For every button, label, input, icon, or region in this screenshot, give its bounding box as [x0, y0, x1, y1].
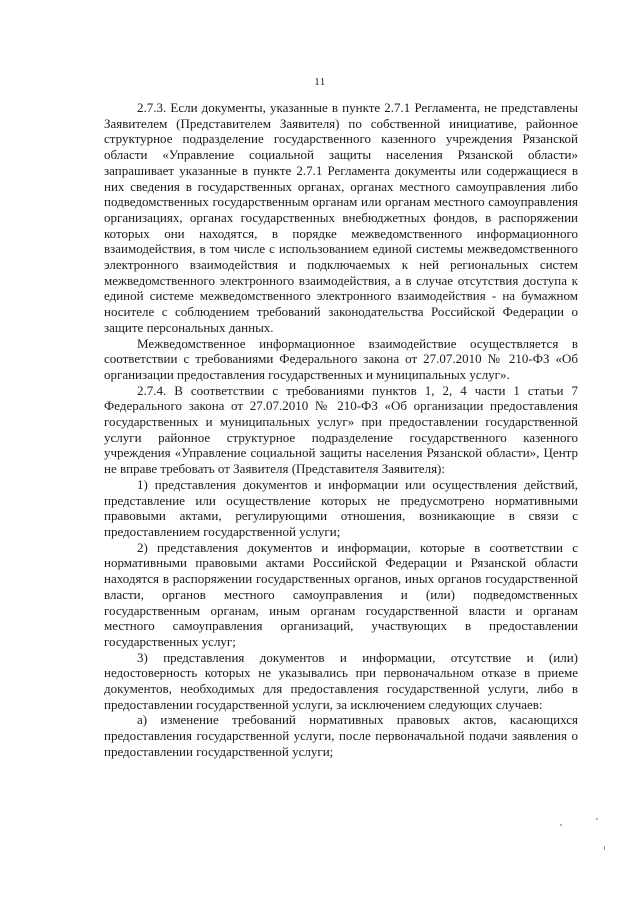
scan-speck: [596, 818, 598, 820]
list-item-1: 1) представления документов и информации или осуществления действий, представление или осуществление которых не предусмотрено нормативными правовыми актами, регулирующими отношения, возникающие в связи с предоставлением государственной услуги;: [104, 476, 578, 539]
scan-speck: [560, 824, 562, 826]
document-body: [104, 100, 578, 760]
list-item-3a: а) изменение требований нормативных правовых актов, касающихся предоставления государственной услуги, после первоначальной подачи заявления о предоставлении государственной услуги;: [104, 712, 578, 759]
list-item-2: 2) представления документов и информации, которые в соответствии с нормативными правовыми актами Российской Федерации и Рязанской области находятся в распоряжении государственных органов, иных органов государственной власти, органов местного самоуправления и (или) подведомственных государственным органам, иным органам государственной власти и органам местного самоуправления организаций, участвующих в предоставлении государственных услуг;: [104, 539, 578, 649]
page-number: 11: [314, 76, 326, 88]
paragraph-2-7-4: 2.7.4. В соответствии с требованиями пунктов 1, 2, 4 части 1 статьи 7 Федерального закона от 27.07.2010 № 210-ФЗ «Об организации предоставления государственных и муниципальных услуг» при предоставлении государственной услуги районное структурное подразделение государственного казенного учреждения «Управление социальной защиты населения Рязанской области», Центр не вправе требовать от Заявителя (Представителя Заявителя):: [104, 382, 578, 477]
scan-speck: [604, 846, 605, 850]
list-item-3: 3) представления документов и информации, отсутствие и (или) недостоверность которых не указывались при первоначальном отказе в приеме документов, необходимых для предоставления государственной услуги, либо в предоставлении государственной услуги, за исключением следующих случаев:: [104, 649, 578, 712]
paragraph-interagency: Межведомственное информационное взаимодействие осуществляется в соответствии с требованиями Федерального закона от 27.07.2010 № 210-ФЗ «Об организации предоставления государственных и муниципальных услуг».: [104, 335, 578, 382]
paragraph-2-7-3: 2.7.3. Если документы, указанные в пункте 2.7.1 Регламента, не представлены Заявителем (Представителем Заявителя) по собственной инициативе, районное структурное подразделение государственного казенного учреждения Рязанской области «Управление социальной защиты населения Рязанской области» запрашивает указанные в пункте 2.7.1 Регламента документы или содержащиеся в них сведения в государственных органах, органах местного самоуправления либо подведомственных государственным органам или органам местного самоуправления организациях, органах государственных внебюджетных фондов, в распоряжении которых они находятся, в порядке межведомственного информационного взаимодействия, в том числе с использованием единой системы межведомственного электронного взаимодействия и подключаемых к ней региональных систем межведомственного электронного взаимодействия, а в случае отсутствия доступа к единой системе межведомственного электронного взаимодействия - на бумажном носителе с соблюдением требований законодательства Российской Федерации о защите персональных данных.: [104, 100, 578, 335]
